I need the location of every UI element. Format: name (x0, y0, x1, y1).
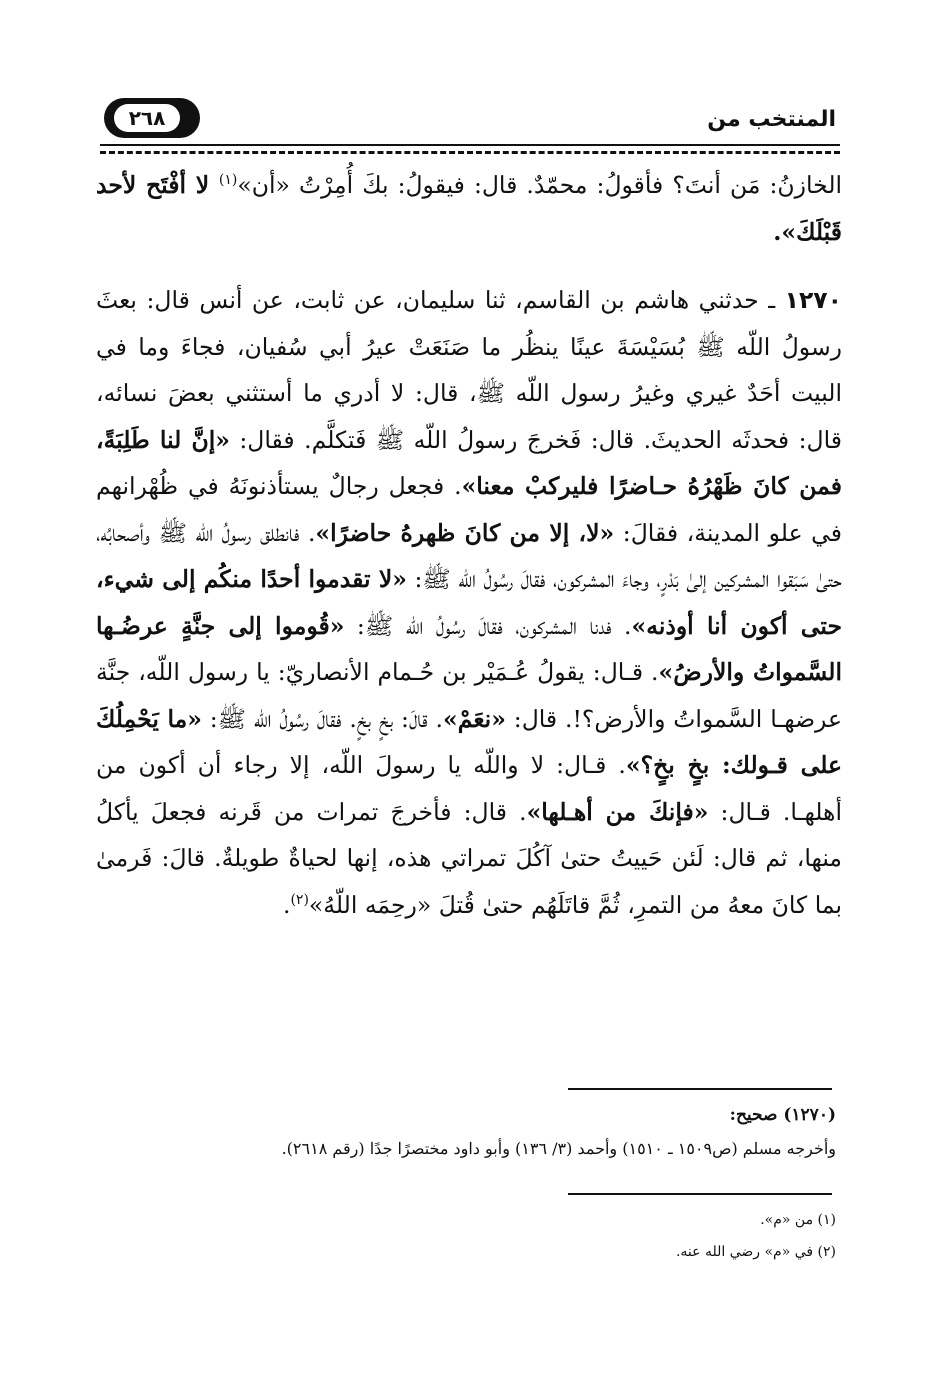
hadith-text: . فانطلق رسولُ اللّه ﷺ وأصحابُه، حتىٰ سَبَقوا المشركين إلىٰ بَدْرٍ، وجاءَ المشركون، فقالَ رسُولُ اللّه ﷺ: (96, 518, 842, 593)
prophet-quote: «إنَّ لنا طَلِبَةً، فمن كانَ ظَهْرُهُ حـاضرًا فليركبْ معنا» (96, 425, 842, 500)
prophet-quote: «لا تقدموا أحدًا منكُم إلى شيء، حتى أكون أنا أوذنه» (96, 565, 842, 640)
variant-footnotes (96, 1204, 836, 1268)
footnote-ref-1: (١) (218, 172, 238, 189)
page-number-badge (104, 98, 200, 138)
hadith-text: ـ حدثني هاشم بن القاسم، ثنا سليمان، عن ثابت، عن أنس قال: بعثَ رسولُ اللّه ﷺ بُسَيْسَةَ عينًا ينظُر ما صَنَعَتْ عيرُ أبي سُفيان، فجاءَ وما في البيت أحَدٌ غيري وغيرُ رسول اللّه ﷺ، قال: لا أدري ما أستثني بعضَ نسائه، قال: فحدثَه الحديثَ. قال: فَخرجَ رسولُ اللّه ﷺ فَتكلَّم. فقال: (96, 286, 842, 454)
footnote-2: (٢) في «م» رضي الله عنه. (675, 1244, 836, 1260)
prophet-quote: «لا، إلا من كانَ ظهرهُ حاضرًا» (315, 518, 615, 547)
takhrij-title: (١٢٧٠) صحيح: (729, 1105, 836, 1125)
prophet-quote: «قُوموا إلى جنَّةٍ عرضُـها السَّمواتُ والأرضُ» (96, 611, 842, 686)
hadith-paragraph (96, 277, 842, 928)
running-title: المنتخب من (707, 107, 836, 132)
main-text (96, 162, 842, 928)
footnote-ref-2: (٢) (290, 891, 309, 908)
hadith-text: . قال: فأخرجَ تمرات من قَرنه فجعلَ يأكلُ منها، ثم قال: لَئن حَييتُ حتىٰ آكُلَ تمراتي هذه، إنها لحياةٌ طويلةٌ. قالَ: فَرمىٰ بما كانَ معهُ من التمرِ، ثُمَّ قاتَلَهُم حتىٰ قُتلَ «رحِمَه اللّهُ» (96, 797, 842, 919)
takhrij-footnote (96, 1098, 836, 1166)
takhrij-text: وأخرجه مسلم (ص١٥٠٩ ـ ١٥١٠) وأحمد (٣/ ١٣٦) وأبو داود مختصرًا جدًا (رقم ٢٦١٨). (281, 1139, 836, 1158)
prophet-quote: «ما يَحْمِلُكَ على قـولك: بخٍ بخٍ؟» (96, 704, 842, 779)
continuation-paragraph (96, 162, 842, 255)
hadith-text: . فجعل رجالٌ يستأذنونَهُ في ظُهْرانهم في علو المدينة، فقالَ: (96, 472, 843, 547)
header-rule (100, 144, 840, 146)
footnote-divider (568, 1088, 832, 1090)
prophet-quote: «فإنكَ من أهـلها» (526, 797, 709, 826)
prophet-quote: «نعَمْ» (443, 704, 506, 733)
hadith-text: . (282, 890, 291, 919)
footnote-1: (١) من «م». (760, 1212, 836, 1228)
hadith-text: . قـال: يقولُ عُـمَيْر بن حُـمام الأنصاريّ: يا رسول اللّه، جنَّة عرضهـا السَّمواتُ والأرض؟!. قال: (96, 658, 843, 733)
footnote-divider (568, 1193, 832, 1195)
hadith-text: . فدنا المشركون، فقالَ رسُولُ اللّه ﷺ: (344, 611, 632, 640)
hadith-text: . قـال: لا واللّه يا رسولَ اللّه، إلا رجاء أن أكون من أهلهـا. قـال: (96, 751, 842, 826)
page-number: ٢٦٨ (114, 104, 180, 132)
continuation-text: الخازنُ: مَن أنتَ؟ فأقولُ: محمّدٌ. قال: فيقولُ: بكَ أُمِرْتُ «أن» (237, 171, 843, 199)
continuation-quote: لا أفْتَح لأحد قَبْلَكَ». (96, 171, 842, 246)
hadith-text: . قالَ: بخٍ بخٍ. فقالَ رسُولُ اللّه ﷺ: (201, 704, 444, 733)
hadith-number: ١٢٧٠ (784, 286, 842, 314)
header-dashed-rule (100, 151, 840, 154)
